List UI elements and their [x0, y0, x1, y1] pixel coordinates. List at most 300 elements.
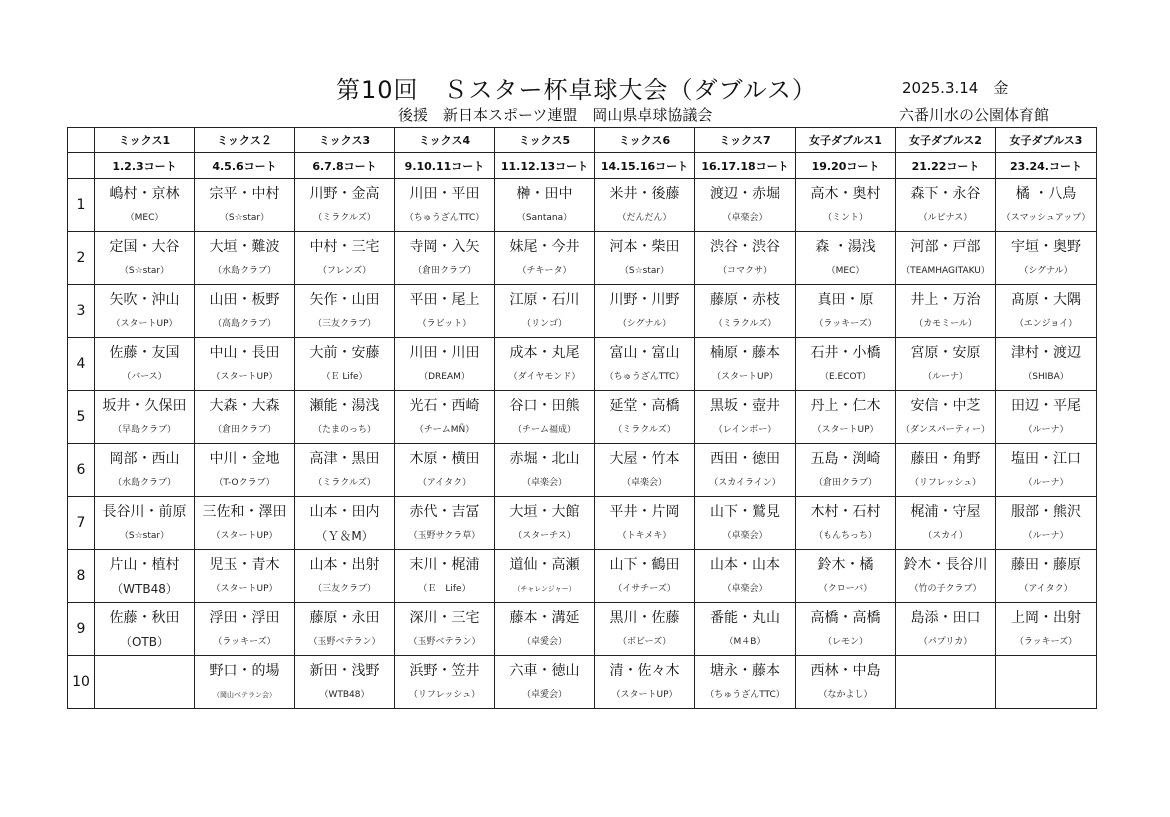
page-title: 第10回 Ｓスター杯卓球大会（ダブルス） [336, 76, 817, 104]
pair-names: 鈴木・橘 [817, 556, 874, 573]
club-name: （卓楽会） [722, 530, 768, 541]
pair-cell [95, 338, 195, 391]
pair-names: 中山・長田 [209, 344, 280, 361]
court-header: 11.12.13コート [495, 153, 595, 179]
pair-cell [796, 444, 896, 497]
club-name: （シグナル） [617, 318, 672, 329]
pair-cell [95, 391, 195, 444]
pair-names: 赤代・吉冨 [409, 503, 480, 520]
pair-cell [295, 497, 395, 550]
pair-cell [796, 550, 896, 603]
pair-cell [996, 497, 1097, 550]
pair-names: 西田・徳田 [710, 450, 780, 467]
club-name: （S☆star） [119, 265, 170, 276]
pair-cell [595, 444, 695, 497]
pair-cell [195, 179, 295, 232]
pair-cell [95, 550, 195, 603]
pair-names: 高木・奥村 [810, 185, 881, 202]
club-name: （スターチス） [513, 530, 576, 541]
club-name: （ボビーズ） [617, 636, 672, 647]
club-name: （MEC） [125, 212, 164, 223]
pair-names: 大前・安藤 [309, 344, 380, 361]
pair-names: 河部・戸部 [910, 238, 981, 255]
pair-names: 清・佐々木 [609, 662, 680, 679]
club-name: （ちゅうざんTTC） [404, 212, 485, 223]
row-number: 5 [68, 391, 95, 444]
club-name: （ミラクルズ） [313, 477, 376, 488]
pair-names: 定国・大谷 [109, 238, 180, 255]
club-name: （エンジョイ） [1014, 318, 1078, 329]
pair-names: 五島・渕崎 [810, 450, 881, 467]
pair-names: 森 ・湯浅 [815, 238, 876, 255]
pair-cell [95, 232, 195, 285]
club-name: （MEC） [826, 265, 865, 276]
club-name: （フレンズ） [317, 265, 372, 276]
club-name: （ちゅうざんTTC） [604, 371, 685, 382]
club-name: （イサチーズ） [613, 583, 676, 594]
pair-names: 大垣・難波 [209, 238, 280, 255]
pair-names: 森下・永谷 [910, 185, 981, 202]
pair-cell [796, 497, 896, 550]
club-name: （ダンスパーティー） [900, 424, 991, 435]
corner-cell [68, 128, 95, 153]
pair-names: 嶋村・京林 [109, 185, 180, 202]
pair-cell [295, 656, 395, 709]
club-name: （S☆star） [619, 265, 670, 276]
pair-names: 木村・石村 [810, 503, 881, 520]
category-header: ミックス7 [695, 128, 796, 153]
club-name: （S☆star） [219, 212, 270, 223]
pair-names: 江原・石川 [509, 291, 580, 308]
pair-cell [195, 550, 295, 603]
pair-names: 新田・浅野 [309, 662, 380, 679]
row-number: 3 [68, 285, 95, 338]
pair-cell [896, 656, 996, 709]
club-name: （ルーナ） [922, 371, 968, 382]
row-number: 4 [68, 338, 95, 391]
pair-cell [695, 391, 796, 444]
club-name: （ミラクルズ） [313, 212, 376, 223]
pair-cell [996, 444, 1097, 497]
club-name: （Ｅ Life） [418, 583, 471, 594]
pair-names: 田辺・平尾 [1011, 397, 1081, 414]
pair-names: 矢作・山田 [309, 291, 380, 308]
pair-names: 谷口・田熊 [509, 397, 580, 414]
pair-cell [95, 285, 195, 338]
pair-cell [896, 285, 996, 338]
pair-cell [395, 285, 495, 338]
pair-cell [495, 391, 595, 444]
club-name: （ルピナス） [918, 212, 973, 223]
club-name: （リフレッシュ） [408, 689, 481, 700]
pair-cell [95, 497, 195, 550]
club-name: （スタートUP） [111, 318, 178, 329]
pair-names: 米井・後藤 [609, 185, 680, 202]
club-name: （ラッキーズ） [1014, 636, 1078, 647]
pair-names: 藤原・永田 [309, 609, 380, 626]
club-name: （カモミール） [914, 318, 977, 329]
pair-cell [495, 497, 595, 550]
pair-cell [495, 550, 595, 603]
pair-cell [395, 338, 495, 391]
pair-cell [295, 444, 395, 497]
pair-names: 大森・大森 [209, 397, 280, 414]
club-name: （Santana） [516, 212, 573, 223]
pair-cell [495, 603, 595, 656]
pair-cell [195, 444, 295, 497]
venue-name: 六番川水の公園体育館 [899, 106, 1050, 124]
club-name: （だんだん） [617, 212, 672, 223]
pair-names: 津村・渡辺 [1011, 344, 1081, 361]
club-name: （クローバ） [818, 583, 873, 594]
court-header-row [68, 153, 1097, 179]
pair-names: 塩田・江口 [1011, 450, 1081, 467]
pair-cell [896, 179, 996, 232]
club-name: （チャレンジャー） [513, 584, 576, 593]
category-header: ミックス4 [395, 128, 495, 153]
pair-cell [595, 550, 695, 603]
club-name: （Ｙ＆M） [315, 528, 374, 543]
row-number: 2 [68, 232, 95, 285]
pair-names: 赤堀・北山 [509, 450, 580, 467]
club-name: （なかよし） [818, 689, 873, 700]
club-name: （水島クラブ） [212, 265, 277, 276]
category-header: 女子ダブルス2 [896, 128, 996, 153]
club-name: （レモン） [822, 636, 868, 647]
club-name: （S☆star） [119, 530, 170, 541]
club-name: （チームMÑ） [414, 424, 475, 435]
pair-names: 番能・丸山 [710, 609, 780, 626]
category-header: 女子ダブルス1 [796, 128, 896, 153]
pair-names: 光石・西崎 [409, 397, 480, 414]
club-name: （パプリカ） [918, 636, 973, 647]
club-name: （玉野サクラ草） [408, 530, 481, 541]
court-header: 19.20コート [796, 153, 896, 179]
pair-names: 安信・中芝 [910, 397, 981, 414]
pair-names: 塘永・藤本 [710, 662, 780, 679]
club-name: （三友クラブ） [312, 318, 377, 329]
club-name: （ミント） [822, 212, 868, 223]
pair-cell [796, 603, 896, 656]
pair-names: 真田・原 [817, 291, 874, 308]
pair-names: 藤田・藤原 [1011, 556, 1081, 573]
pair-cell [395, 179, 495, 232]
club-name: （リンゴ） [521, 318, 567, 329]
pair-cell [595, 285, 695, 338]
pair-names: 楠原・藤本 [710, 344, 780, 361]
pair-cell [595, 603, 695, 656]
pair-cell [295, 550, 395, 603]
club-name: （水島クラブ） [112, 477, 177, 488]
table-row [68, 550, 1097, 603]
pair-names: 井上・万治 [910, 291, 981, 308]
pair-names: 中川・金地 [209, 450, 280, 467]
club-name: （アイタク） [417, 477, 472, 488]
club-name: （Ｅ Life） [321, 371, 368, 382]
club-name: （WTB48） [111, 581, 178, 596]
pair-names: 榊・田中 [516, 185, 573, 202]
pair-names: 河本・柴田 [609, 238, 680, 255]
pair-cell [796, 391, 896, 444]
pair-names: 川野・金高 [309, 185, 380, 202]
row-number: 8 [68, 550, 95, 603]
pair-cell [195, 656, 295, 709]
pair-cell [796, 179, 896, 232]
pair-names: 中村・三宅 [309, 238, 380, 255]
pair-names: 三佐和・澤田 [202, 503, 287, 520]
pair-cell [95, 444, 195, 497]
event-date: 2025.3.14 金 [902, 79, 1009, 97]
pair-names: 黒川・佐藤 [609, 609, 680, 626]
pair-cell [95, 179, 195, 232]
pair-names: 浜野・笠井 [409, 662, 480, 679]
pair-names: 上岡・出射 [1011, 609, 1081, 626]
pair-cell [595, 179, 695, 232]
pair-cell [395, 656, 495, 709]
pair-names: 長谷川・前原 [102, 503, 187, 520]
pair-cell [996, 232, 1097, 285]
court-header: 1.2.3コート [95, 153, 195, 179]
pair-names: 寺岡・入矢 [409, 238, 480, 255]
pair-names: 木原・横田 [409, 450, 480, 467]
pair-cell [295, 338, 395, 391]
pair-names: 平井・片岡 [609, 503, 680, 520]
club-name: （バース） [122, 371, 167, 382]
court-header: 16.17.18コート [695, 153, 796, 179]
pair-names: 渋谷・渋谷 [710, 238, 780, 255]
pair-names: 浮田・浮田 [209, 609, 280, 626]
club-name: （チキータ） [517, 265, 572, 276]
club-name: （ルーナ） [1023, 424, 1069, 435]
club-name: （倉田クラブ） [813, 477, 878, 488]
pair-names: 岡部・西山 [109, 450, 180, 467]
table-row [68, 285, 1097, 338]
pair-cell [996, 391, 1097, 444]
pair-cell [195, 603, 295, 656]
category-header: 女子ダブルス3 [996, 128, 1097, 153]
pair-names: 髙原・大隅 [1011, 291, 1081, 308]
sponsor-line: 後援 新日本スポーツ連盟 岡山県卓球協議会 [398, 106, 713, 124]
pair-names: 坂井・久保田 [102, 397, 187, 414]
pair-names: 野口・的場 [209, 662, 280, 679]
pair-names: 川田・平田 [409, 185, 480, 202]
club-name: （ミラクルズ） [713, 318, 777, 329]
row-number: 9 [68, 603, 95, 656]
pair-cell [796, 656, 896, 709]
pair-cell [295, 285, 395, 338]
pair-cell [595, 232, 695, 285]
pair-names: 大垣・大館 [509, 503, 580, 520]
row-number: 1 [68, 179, 95, 232]
club-name: （ダイヤモンド） [508, 371, 581, 382]
pair-cell [295, 179, 395, 232]
club-name: （E.ECOT） [819, 371, 872, 382]
pair-cell [896, 550, 996, 603]
pair-names: 藤本・溝延 [509, 609, 580, 626]
club-name: （トキメキ） [617, 530, 672, 541]
pair-cell [996, 603, 1097, 656]
club-name: （もんちっち） [813, 530, 877, 541]
pair-cell [395, 391, 495, 444]
corner-cell [68, 153, 95, 179]
pair-cell [595, 497, 695, 550]
pair-names: 宮原・安原 [910, 344, 981, 361]
pair-cell [195, 391, 295, 444]
pair-cell [896, 497, 996, 550]
pair-cell [595, 391, 695, 444]
pair-names: 藤田・角野 [910, 450, 981, 467]
pair-cell [695, 179, 796, 232]
club-name: （たまのっち） [313, 424, 376, 435]
pair-cell [996, 338, 1097, 391]
pair-cell [495, 285, 595, 338]
table-row [68, 497, 1097, 550]
table-row [68, 656, 1097, 709]
club-name: （シグナル） [1019, 265, 1073, 276]
pair-cell [395, 232, 495, 285]
club-name: （レインボー） [713, 424, 777, 435]
row-number: 7 [68, 497, 95, 550]
pair-names: 妹尾・今井 [509, 238, 580, 255]
club-name: （竹の子クラブ） [909, 583, 982, 594]
court-header: 14.15.16コート [595, 153, 695, 179]
club-name: （ちゅうざんTTC） [705, 689, 785, 700]
club-name: （スタートUP） [211, 371, 278, 382]
club-name: （卓愛会） [521, 636, 567, 647]
pair-names: 高津・黒田 [309, 450, 380, 467]
pair-cell [395, 550, 495, 603]
club-name: （ミラクルズ） [613, 424, 676, 435]
pair-names: 梶浦・守屋 [910, 503, 981, 520]
pair-names: 六車・徳山 [509, 662, 580, 679]
pair-names: 瀬能・湯浅 [309, 397, 380, 414]
pair-cell [95, 656, 195, 709]
pair-cell [595, 656, 695, 709]
pair-names: 高橋・高橋 [810, 609, 881, 626]
club-name: （T-Oクラブ） [214, 477, 275, 488]
pair-cell [95, 603, 195, 656]
pair-cell [796, 338, 896, 391]
category-header: ミックス3 [295, 128, 395, 153]
pair-cell [996, 550, 1097, 603]
pair-cell [295, 391, 395, 444]
pair-names: 児玉・青木 [209, 556, 280, 573]
pair-names: 渡辺・赤堀 [710, 185, 780, 202]
court-header: 6.7.8コート [295, 153, 395, 179]
club-name: （卓楽会） [722, 583, 768, 594]
pair-cell [495, 444, 595, 497]
club-name: （スタートUP） [711, 371, 778, 382]
pair-cell [695, 444, 796, 497]
table-row [68, 232, 1097, 285]
pair-cell [796, 285, 896, 338]
club-name: （チーム福成） [512, 424, 576, 435]
pair-cell [495, 232, 595, 285]
club-name: （スカイ） [923, 530, 968, 541]
pair-names: 片山・植村 [109, 556, 180, 573]
pair-cell [195, 497, 295, 550]
club-name: （スカイライン） [709, 477, 781, 488]
pair-cell [695, 232, 796, 285]
pair-names: 宇垣・奥野 [1011, 238, 1081, 255]
category-header: ミックス1 [95, 128, 195, 153]
pair-names: 末川・梶浦 [409, 556, 480, 573]
club-name: （スタートUP） [211, 583, 278, 594]
match-table [67, 127, 1097, 709]
pair-cell [896, 338, 996, 391]
club-name: （アイタク） [1019, 583, 1073, 594]
club-name: （M４B） [724, 636, 766, 647]
pair-names: 矢吹・沖山 [109, 291, 180, 308]
club-name: （スマッシュアップ） [1001, 212, 1091, 223]
pair-cell [796, 232, 896, 285]
club-name: （ルーナ） [1023, 477, 1069, 488]
club-name: （倉田クラブ） [412, 265, 477, 276]
court-header: 4.5.6コート [195, 153, 295, 179]
club-name: （早島クラブ） [112, 424, 177, 435]
pair-cell [195, 232, 295, 285]
pair-cell [495, 338, 595, 391]
pair-names: 服部・熊沢 [1011, 503, 1081, 520]
pair-cell [695, 550, 796, 603]
club-name: （スタートUP） [211, 530, 278, 541]
court-header: 21.22コート [896, 153, 996, 179]
table-row [68, 338, 1097, 391]
club-name: （リフレッシュ） [909, 477, 982, 488]
pair-names: 山田・板野 [209, 291, 280, 308]
club-name: （TEAMHAGITAKU） [901, 265, 990, 276]
club-name: （WTB48） [319, 689, 370, 700]
pair-cell [896, 603, 996, 656]
pair-cell [996, 179, 1097, 232]
pair-cell [595, 338, 695, 391]
pair-names: 石井・小橋 [810, 344, 881, 361]
pair-names: 延堂・高橋 [609, 397, 680, 414]
category-header-row [68, 128, 1097, 153]
club-name: （ルーナ） [1023, 530, 1069, 541]
pair-names: 川野・川野 [609, 291, 680, 308]
pair-names: 成本・丸尾 [509, 344, 580, 361]
pair-names: 島添・田口 [910, 609, 981, 626]
pair-cell [495, 179, 595, 232]
pair-cell [896, 391, 996, 444]
club-name: （倉田クラブ） [212, 424, 277, 435]
pair-names: 道仙・高瀬 [509, 556, 580, 573]
row-number: 6 [68, 444, 95, 497]
club-name: （ラッキーズ） [814, 318, 877, 329]
pair-cell [195, 338, 295, 391]
court-header: 9.10.11コート [395, 153, 495, 179]
category-header: ミックス5 [495, 128, 595, 153]
pair-names: 深川・三宅 [409, 609, 480, 626]
club-name: （三友クラブ） [312, 583, 377, 594]
pair-names: 山本・山本 [710, 556, 780, 573]
pair-names: 橘 ・八鳥 [1015, 185, 1077, 202]
club-name: （SHIBA） [1023, 371, 1069, 382]
club-name: （卓楽会） [621, 477, 667, 488]
pair-names: 丹上・仁木 [810, 397, 881, 414]
pair-cell [395, 444, 495, 497]
table-row [68, 179, 1097, 232]
pair-cell [695, 656, 796, 709]
pair-cell [695, 338, 796, 391]
club-name: （岡山ベテラン会） [213, 690, 276, 699]
pair-names: 黒坂・壺井 [710, 397, 780, 414]
table-row [68, 444, 1097, 497]
club-name: （スタートUP） [611, 689, 678, 700]
pair-names: 佐藤・秋田 [109, 609, 180, 626]
pair-names: 鈴木・長谷川 [903, 556, 988, 573]
